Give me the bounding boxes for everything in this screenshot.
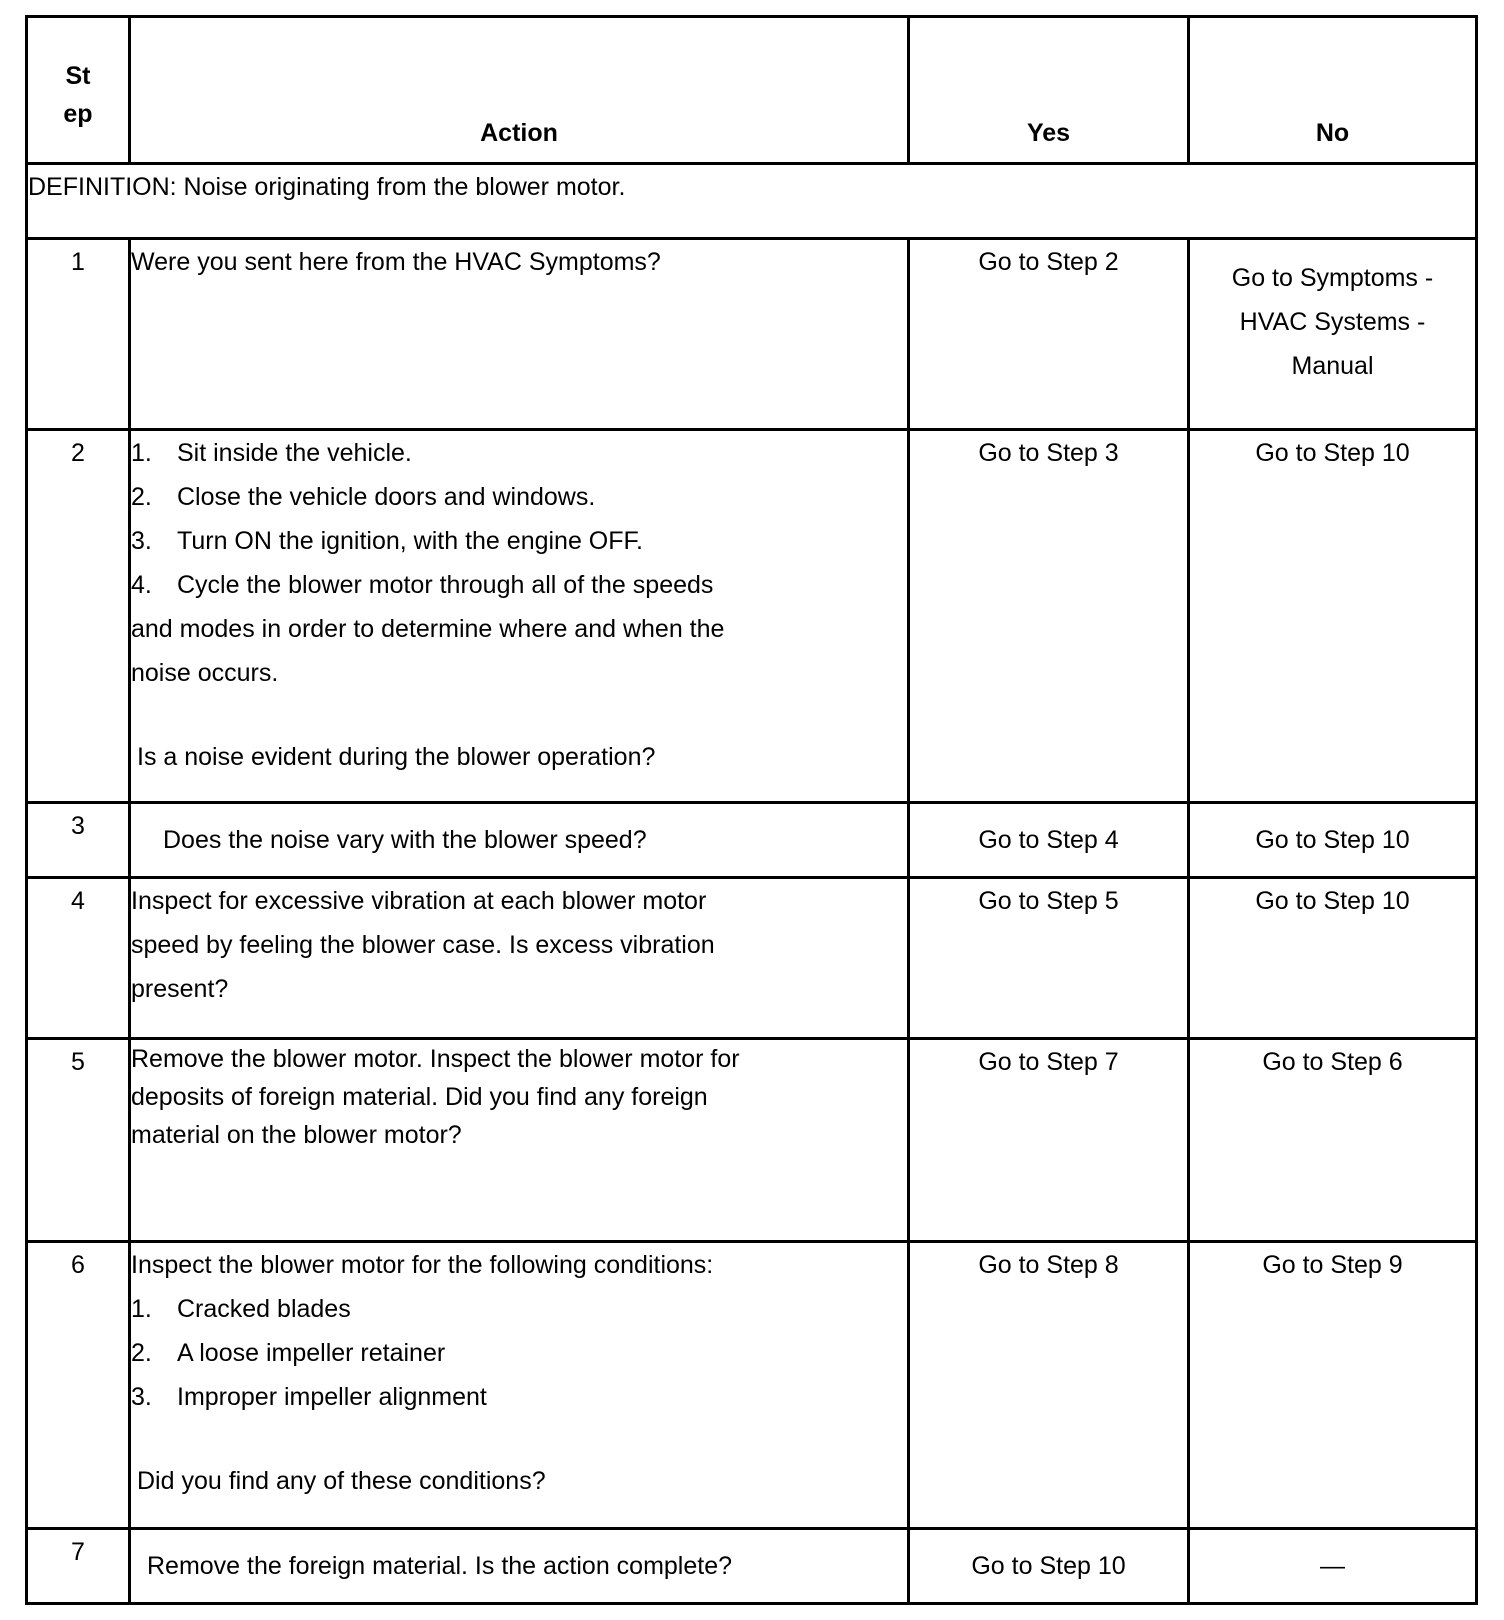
list-item: 4. Cycle the blower motor through all of the speeds [131, 571, 714, 599]
table-row [27, 239, 1477, 430]
list-item: 3. Turn ON the ignition, with the engine OFF. [131, 527, 643, 555]
step-number: 1 [27, 239, 130, 430]
action-line: Remove the blower motor. Inspect the blower motor for [131, 1045, 740, 1073]
action-continuation: and modes in order to determine where and when the [131, 615, 725, 643]
diagnostic-table [25, 15, 1478, 1605]
action-line: Inspect for excessive vibration at each blower motor [131, 887, 707, 915]
yes-outcome: Go to Step 5 [909, 878, 1189, 1039]
yes-outcome: Go to Step 7 [909, 1039, 1189, 1242]
table-row [27, 430, 1477, 803]
yes-outcome: Go to Step 3 [909, 430, 1189, 803]
yes-outcome: Go to Step 8 [909, 1242, 1189, 1529]
action-line: deposits of foreign material. Did you find any foreign [131, 1083, 708, 1111]
no-outcome-line: HVAC Systems - [1239, 308, 1426, 336]
no-outcome [1189, 239, 1477, 430]
action-cell [130, 878, 909, 1039]
header-yes: Yes [909, 17, 1189, 164]
table-row [27, 878, 1477, 1039]
action-cell [130, 430, 909, 803]
table-row [27, 1242, 1477, 1529]
step-number: 6 [27, 1242, 130, 1529]
no-outcome: Go to Step 10 [1189, 430, 1477, 803]
no-outcome-line: Go to Symptoms - [1231, 264, 1434, 292]
definition-row [27, 164, 1477, 239]
step-number: 4 [27, 878, 130, 1039]
header-step-line1: St [65, 62, 91, 90]
no-outcome-line: Manual [1291, 352, 1374, 380]
yes-outcome: Go to Step 2 [909, 239, 1189, 430]
no-outcome: Go to Step 10 [1189, 803, 1477, 878]
action-text: Remove the foreign material. Is the action complete? [130, 1529, 909, 1604]
step-number: 7 [27, 1529, 130, 1604]
table-row [27, 1039, 1477, 1242]
definition-text: DEFINITION: Noise originating from the blower motor. [27, 164, 1477, 239]
no-outcome: — [1189, 1529, 1477, 1604]
step-number: 3 [27, 803, 130, 878]
action-intro: Inspect the blower motor for the following conditions: [131, 1251, 714, 1279]
action-question: Is a noise evident during the blower operation? [137, 743, 656, 771]
action-text: Does the noise vary with the blower speed? [130, 803, 909, 878]
header-no: No [1189, 17, 1477, 164]
step-number: 2 [27, 430, 130, 803]
yes-outcome: Go to Step 4 [909, 803, 1189, 878]
header-row [27, 17, 1477, 164]
action-line: present? [131, 975, 229, 1003]
action-cell [130, 1242, 909, 1529]
list-item: 1. Sit inside the vehicle. [131, 439, 412, 467]
action-line: speed by feeling the blower case. Is excess vibration [131, 931, 715, 959]
header-step-line2: ep [63, 100, 93, 128]
no-outcome: Go to Step 9 [1189, 1242, 1477, 1529]
action-list [131, 1287, 907, 1419]
list-item: 2. A loose impeller retainer [131, 1339, 446, 1367]
header-action: Action [130, 17, 909, 164]
no-outcome: Go to Step 6 [1189, 1039, 1477, 1242]
list-item: 1. Cracked blades [131, 1295, 351, 1323]
table-row [27, 1529, 1477, 1604]
action-text: Were you sent here from the HVAC Symptoms? [130, 239, 909, 430]
action-question: Did you find any of these conditions? [137, 1467, 546, 1495]
action-continuation: noise occurs. [131, 659, 279, 687]
header-step [27, 17, 130, 164]
list-item: 3. Improper impeller alignment [131, 1383, 487, 1411]
yes-outcome: Go to Step 10 [909, 1529, 1189, 1604]
action-line: material on the blower motor? [131, 1121, 462, 1149]
step-number: 5 [27, 1039, 130, 1242]
table-row [27, 803, 1477, 878]
list-item: 2. Close the vehicle doors and windows. [131, 483, 596, 511]
action-list [131, 431, 907, 607]
no-outcome: Go to Step 10 [1189, 878, 1477, 1039]
action-cell [130, 1039, 909, 1242]
